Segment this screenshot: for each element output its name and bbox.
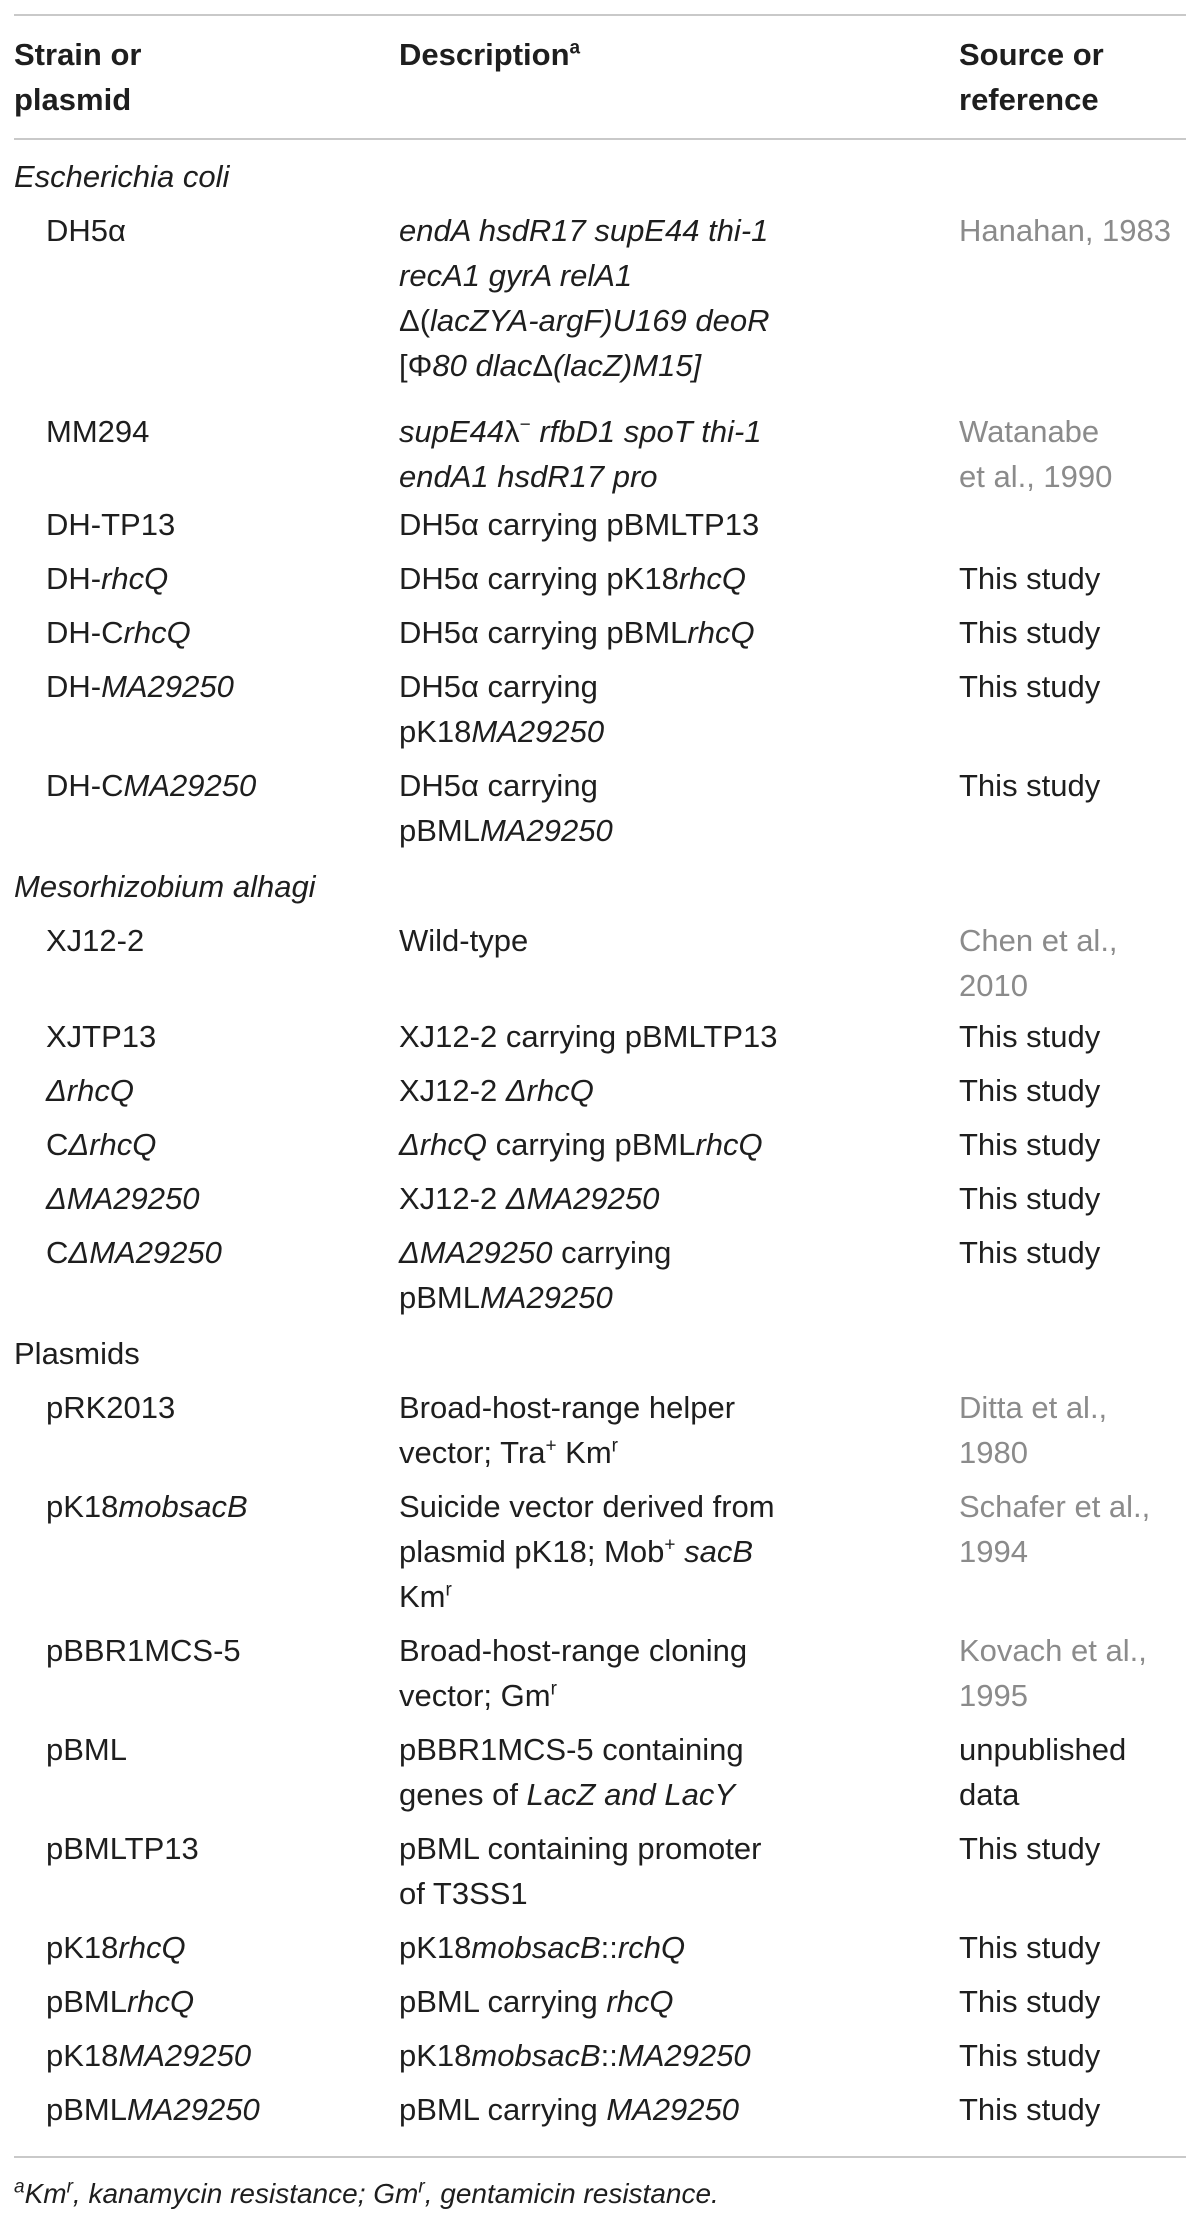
plasmid-description	[399, 2033, 939, 2078]
name-text: ΔMA29250	[68, 1235, 222, 1270]
desc-text: genes of	[399, 1777, 527, 1812]
section-mesorhizobium-alhagi	[14, 864, 316, 909]
section-escherichia-coli	[14, 154, 229, 199]
desc-text: mobsacB	[471, 1930, 601, 1965]
header-col3-line2: reference	[959, 82, 1099, 117]
reference: This study	[959, 1235, 1101, 1270]
header-description	[399, 32, 580, 77]
section-label: Plasmids	[14, 1336, 140, 1371]
plasmid-description	[399, 1925, 939, 1970]
desc-text: mobsacB	[471, 2038, 601, 2073]
desc-sup: −	[519, 414, 531, 436]
section-plasmids	[14, 1331, 140, 1376]
desc-text: pK18	[399, 714, 472, 749]
desc-text: MA29250	[471, 714, 605, 749]
strain-name: XJ12-2	[46, 923, 145, 958]
desc-text: rchQ	[617, 1930, 686, 1965]
desc-text: MA29250	[479, 1280, 613, 1315]
name-text: pBML	[46, 1984, 127, 2019]
reference	[959, 1385, 1189, 1475]
desc-sup: +	[664, 1534, 676, 1556]
desc-text: ΔMA29250	[399, 1235, 553, 1270]
name-text: mobsacB	[118, 1489, 248, 1524]
header-source-or-reference	[959, 32, 1104, 122]
desc-line: endA hsdR17 supE44 thi-1	[399, 213, 769, 248]
ref-line: Kovach et al.,	[959, 1633, 1147, 1668]
plasmid-description	[399, 1628, 939, 1718]
desc-text: pBML carrying	[399, 1984, 607, 2019]
name-text: rhcQ	[126, 1984, 195, 2019]
desc-sup: r	[611, 1435, 618, 1457]
reference: This study	[959, 1019, 1101, 1054]
ref-line: Schafer et al.,	[959, 1489, 1151, 1524]
name-text: rhcQ	[101, 561, 169, 596]
reference: This study	[959, 1930, 1101, 1965]
ref-line: 1980	[959, 1435, 1028, 1470]
strain-name: XJTP13	[46, 1019, 157, 1054]
strain-description	[399, 1176, 939, 1221]
desc-line: Suicide vector derived from	[399, 1489, 775, 1524]
desc-text: pBML carrying	[399, 2092, 607, 2127]
name-text: ΔrhcQ	[68, 1127, 157, 1162]
desc-text: Km	[556, 1435, 612, 1470]
desc-line: pBML containing promoter	[399, 1831, 762, 1866]
plasmid-name	[46, 2087, 386, 2132]
desc-text: Δ	[532, 348, 554, 383]
strain-name	[46, 1068, 386, 1113]
desc-text: DH5α carrying pBML	[399, 615, 688, 650]
desc-text: XJ12-2	[399, 1181, 506, 1216]
reference: This study	[959, 1984, 1101, 2019]
desc-text: MA29250	[479, 813, 613, 848]
desc-text: rhcQ	[695, 1127, 763, 1162]
header-col3-line1: Source or	[959, 37, 1104, 72]
desc-sup: r	[550, 1678, 557, 1700]
desc-text: vector; Gm	[399, 1678, 551, 1713]
reference: This study	[959, 1127, 1101, 1162]
reference	[959, 1484, 1189, 1574]
reference: This study	[959, 768, 1101, 803]
plasmid-name: pRK2013	[46, 1390, 176, 1425]
desc-line: endA1 hsdR17 pro	[399, 459, 658, 494]
name-text: pK18	[46, 1489, 119, 1524]
ref-line: 1995	[959, 1678, 1028, 1713]
desc-sup: r	[445, 1579, 452, 1601]
strain-description	[399, 1122, 939, 1167]
strain-description: XJ12-2 carrying pBMLTP13	[399, 1019, 778, 1054]
ref-line: et al., 1990	[959, 459, 1113, 494]
name-text: DH-C	[46, 615, 124, 650]
name-text: rhcQ	[123, 615, 191, 650]
plasmid-name: pBML	[46, 1732, 127, 1767]
desc-line: pBBR1MCS-5 containing	[399, 1732, 744, 1767]
name-text: C	[46, 1127, 69, 1162]
plasmid-description	[399, 2087, 939, 2132]
desc-line: recA1 gyrA relA1	[399, 258, 633, 293]
name-text: DH-C	[46, 768, 124, 803]
footnote-text: Km	[24, 2178, 67, 2209]
header-col2-label: Description	[399, 37, 570, 72]
header-col1-line2: plasmid	[14, 82, 132, 117]
desc-text: ::	[600, 1930, 618, 1965]
desc-text: ΔrhcQ	[399, 1127, 487, 1162]
section-label: Escherichia coli	[14, 159, 230, 194]
desc-text: pBML	[399, 813, 480, 848]
strain-name	[46, 1176, 386, 1221]
desc-text: λ	[504, 414, 520, 449]
footnote-sup: r	[418, 2176, 425, 2198]
reference: Hanahan, 1983	[959, 213, 1172, 248]
desc-text: rhcQ	[606, 1984, 674, 2019]
strain-description	[399, 409, 939, 499]
plasmid-name	[46, 1925, 386, 1970]
strain-name	[46, 763, 386, 808]
desc-text: MA29250	[617, 2038, 751, 2073]
footnote-text: , kanamycin resistance; Gm	[72, 2178, 419, 2209]
reference	[959, 1628, 1189, 1718]
reference	[959, 918, 1189, 1008]
section-label: alhagi	[232, 869, 316, 904]
desc-text: [Φ	[399, 348, 433, 383]
reference: This study	[959, 1831, 1101, 1866]
footnote-sup: r	[66, 2176, 73, 2198]
strain-name	[46, 1230, 386, 1275]
name-text: rhcQ	[118, 1930, 186, 1965]
header-strain-or-plasmid	[14, 32, 141, 122]
table-top-rule	[14, 14, 1186, 16]
desc-text: MA29250	[606, 2092, 740, 2127]
strain-name	[46, 610, 386, 655]
plasmid-description	[399, 1385, 939, 1475]
desc-text: (lacZ)M15]	[553, 348, 702, 383]
footnote-mark: a	[14, 2176, 25, 2198]
strain-description	[399, 1068, 939, 1113]
desc-text: vector; Tra	[399, 1435, 546, 1470]
name-text: pK18	[46, 2038, 119, 2073]
name-text: DH-	[46, 669, 102, 704]
desc-text: Δ(	[399, 303, 431, 338]
reference: This study	[959, 2038, 1101, 2073]
strain-name: DH-TP13	[46, 507, 176, 542]
name-text: MA29250	[123, 768, 257, 803]
desc-line: DH5α carrying	[399, 669, 598, 704]
table-bottom-rule	[14, 2156, 1186, 2158]
desc-line: of T3SS1	[399, 1876, 528, 1911]
desc-text: pBML	[399, 1280, 480, 1315]
desc-text: rhcQ	[687, 615, 755, 650]
desc-text: ΔrhcQ	[505, 1073, 594, 1108]
plasmid-name	[46, 2033, 386, 2078]
name-text: MA29250	[101, 669, 234, 704]
reference	[959, 1727, 1189, 1817]
plasmid-description	[399, 1727, 939, 1817]
strain-name: DH5α	[46, 213, 126, 248]
desc-text: XJ12-2	[399, 1073, 506, 1108]
desc-text: rhcQ	[678, 561, 747, 596]
desc-text: Km	[399, 1579, 446, 1614]
ref-line: 2010	[959, 968, 1028, 1003]
name-text: ΔMA29250	[46, 1181, 200, 1216]
reference: This study	[959, 615, 1101, 650]
strain-description	[399, 763, 939, 853]
desc-text: carrying pBML	[486, 1127, 696, 1162]
desc-text: DH5α carrying pK18	[399, 561, 679, 596]
footnote-text: , gentamicin resistance.	[424, 2178, 719, 2209]
strain-description	[399, 610, 939, 655]
desc-text: lacZYA-argF)U169 deoR	[430, 303, 770, 338]
plasmid-name	[46, 1484, 386, 1529]
desc-sup: +	[545, 1435, 557, 1457]
strain-description	[399, 1230, 939, 1320]
reference: This study	[959, 1073, 1101, 1108]
name-text: pBML	[46, 2092, 127, 2127]
ref-line: Watanabe	[959, 414, 1100, 449]
reference: This study	[959, 669, 1101, 704]
ref-line: Ditta et al.,	[959, 1390, 1108, 1425]
desc-text: 80 dlac	[432, 348, 533, 383]
desc-line: Broad-host-range cloning	[399, 1633, 748, 1668]
plasmid-description	[399, 1484, 939, 1619]
desc-line: Broad-host-range helper	[399, 1390, 736, 1425]
desc-text: pK18	[399, 1930, 472, 1965]
desc-text: LacZ and LacY	[526, 1777, 736, 1812]
header-footnote-mark: a	[569, 37, 581, 59]
strain-description: DH5α carrying pBMLTP13	[399, 507, 760, 542]
name-text: MA29250	[118, 2038, 252, 2073]
desc-text: supE44	[399, 414, 505, 449]
plasmid-description	[399, 1826, 939, 1916]
header-col1-line1: Strain or	[14, 37, 142, 72]
plasmid-name: pBMLTP13	[46, 1831, 199, 1866]
strain-description	[399, 208, 939, 388]
desc-text: rfbD1 spoT thi-1	[530, 414, 762, 449]
reference: This study	[959, 561, 1101, 596]
name-text: MA29250	[126, 2092, 260, 2127]
reference: This study	[959, 1181, 1101, 1216]
strain-description: Wild-type	[399, 923, 529, 958]
reference: This study	[959, 2092, 1101, 2127]
desc-text: carrying	[552, 1235, 672, 1270]
ref-line: unpublished	[959, 1732, 1127, 1767]
desc-text: pK18	[399, 2038, 472, 2073]
section-label: Mesorhizobium	[14, 869, 225, 904]
table-footnote	[14, 2178, 719, 2210]
strain-name	[46, 664, 386, 709]
strain-description	[399, 664, 939, 754]
header-bottom-rule	[14, 138, 1186, 140]
reference	[959, 409, 1189, 499]
strain-name	[46, 1122, 386, 1167]
plasmid-name	[46, 1979, 386, 2024]
desc-line: DH5α carrying	[399, 768, 598, 803]
name-text: DH-	[46, 561, 102, 596]
strain-name	[46, 556, 386, 601]
strain-description	[399, 556, 939, 601]
desc-text: ::	[600, 2038, 618, 2073]
name-text: C	[46, 1235, 69, 1270]
plasmid-name: pBBR1MCS-5	[46, 1633, 241, 1668]
ref-line: Chen et al.,	[959, 923, 1118, 958]
name-text: ΔrhcQ	[46, 1073, 134, 1108]
desc-text: plasmid pK18; Mob	[399, 1534, 665, 1569]
ref-line: data	[959, 1777, 1020, 1812]
desc-text: ΔMA29250	[505, 1181, 660, 1216]
ref-line: 1994	[959, 1534, 1028, 1569]
plasmid-description	[399, 1979, 939, 2024]
name-text: pK18	[46, 1930, 119, 1965]
strain-name: MM294	[46, 414, 150, 449]
desc-text: sacB	[675, 1534, 754, 1569]
